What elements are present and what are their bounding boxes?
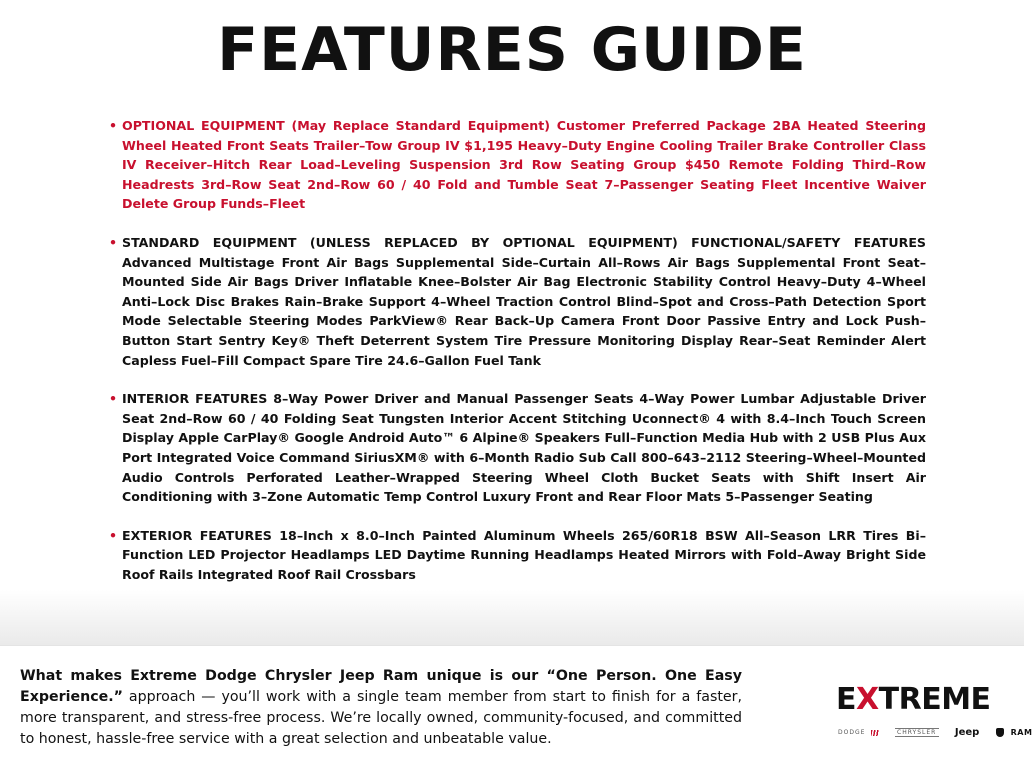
bullet-icon: •: [109, 118, 118, 133]
feature-text: INTERIOR FEATURES 8–Way Power Driver and Manual Passenger Seats 4–Way Power Lumbar Adjustable Driver Seat 2nd–Row 60 / 40 Folding Seat Tungsten Interior Accent Stitching Uconnect® 4 with 8.4–Inch Touch Screen Display Apple CarPlay® Google Android Auto™ 6 Alpine® Speakers Full–Function Media Hub with 2 USB Plus Aux Port Integrated Voice Command SiriusXM® with 6–Month Radio Sub Call 800–643–2112 Steering–Wheel–Mounted Audio Controls Perforated Leather–Wrapped Steering Wheel Cloth Bucket Seats with Shift Insert Air Conditioning with 3–Zone Automatic Temp Control Luxury Front and Rear Floor Mats 5–Passenger Seating: [122, 391, 926, 505]
brand-jeep: Jeep: [954, 726, 980, 738]
logo-wordmark: [836, 682, 1006, 718]
feature-item-interior-features: [108, 389, 926, 507]
logo-letters-treme: TREME: [878, 682, 991, 717]
feature-text: OPTIONAL EQUIPMENT (May Replace Standard Equipment) Customer Preferred Package 2BA Heated Steering Wheel Heated Front Seats Trailer–Tow Group IV $1,195 Heavy–Duty Engine Cooling Trailer Brake Controller Class IV Receiver–Hitch Rear Load–Leveling Suspension 3rd Row Seating Group $450 Remote Folding Third–Row Headrests 3rd–Row Seat 2nd–Row 60 / 40 Fold and Tumble Seat 7–Passenger Seating Fleet Incentive Waiver Delete Group Funds–Fleet: [122, 118, 926, 212]
page-title: FEATURES GUIDE: [217, 15, 807, 85]
footer-lead: What makes Extreme Dodge Chrysler Jeep Ram unique is our “One Person. One Easy Experience.”: [20, 668, 742, 705]
feature-text: STANDARD EQUIPMENT (UNLESS REPLACED BY OPTIONAL EQUIPMENT) FUNCTIONAL/SAFETY FEATURES Advanced Multistage Front Air Bags Supplemental Side–Curtain All–Rows Air Bags Supplemental Front Seat–Mounted Side Air Bags Driver Inflatable Knee–Bolster Air Bag Electronic Stability Control Heavy–Duty 4–Wheel Anti–Lock Disc Brakes Rain–Brake Support 4–Wheel Traction Control Blind–Spot and Cross–Path Detection Sport Mode Selectable Steering Modes ParkView® Rear Back–Up Camera Front Door Passive Entry and Lock Push–Button Start Sentry Key® Theft Deterrent System Tire Pressure Monitoring Display Rear–Seat Reminder Alert Capless Fuel–Fill Compact Spare Tire 24.6–Gallon Fuel Tank: [122, 234, 926, 368]
brand-dodge: DODGE: [838, 728, 866, 736]
divider-shadow: [0, 590, 1024, 650]
footer-text: [20, 666, 742, 750]
logo-letter-e: E: [836, 682, 856, 717]
bullet-icon: •: [109, 234, 118, 250]
feature-list: [108, 116, 926, 603]
bullet-icon: •: [109, 391, 118, 407]
feature-item-optional-equipment: [108, 116, 926, 214]
footer: [0, 645, 1032, 769]
ram-head-icon: [996, 728, 1004, 737]
bullet-icon: •: [109, 527, 118, 543]
dodge-stripes-icon: [871, 730, 879, 736]
brand-ram: RAM: [1010, 727, 1032, 737]
logo-brand-row: [838, 722, 1032, 738]
footer-body: approach — you’ll work with a single team member from start to finish for a faster, more transparent, and stress-free process. We’re locally owned, community-focused, and committed to honest, hassle-free service with a great selection and unbeatable value.: [20, 689, 742, 747]
feature-item-standard-equipment: [108, 233, 926, 370]
feature-item-exterior-features: [108, 526, 926, 585]
dealer-logo: [836, 682, 1032, 742]
feature-text: EXTERIOR FEATURES 18–Inch x 8.0–Inch Painted Aluminum Wheels 265/60R18 BSW All–Season LRR Tires Bi–Function LED Projector Headlamps LED Daytime Running Headlamps Heated Mirrors with Fold–Away Bright Side Roof Rails Integrated Roof Rail Crossbars: [122, 527, 926, 582]
brand-chrysler: CHRYSLER: [895, 728, 939, 737]
logo-letter-x: X: [856, 682, 879, 717]
